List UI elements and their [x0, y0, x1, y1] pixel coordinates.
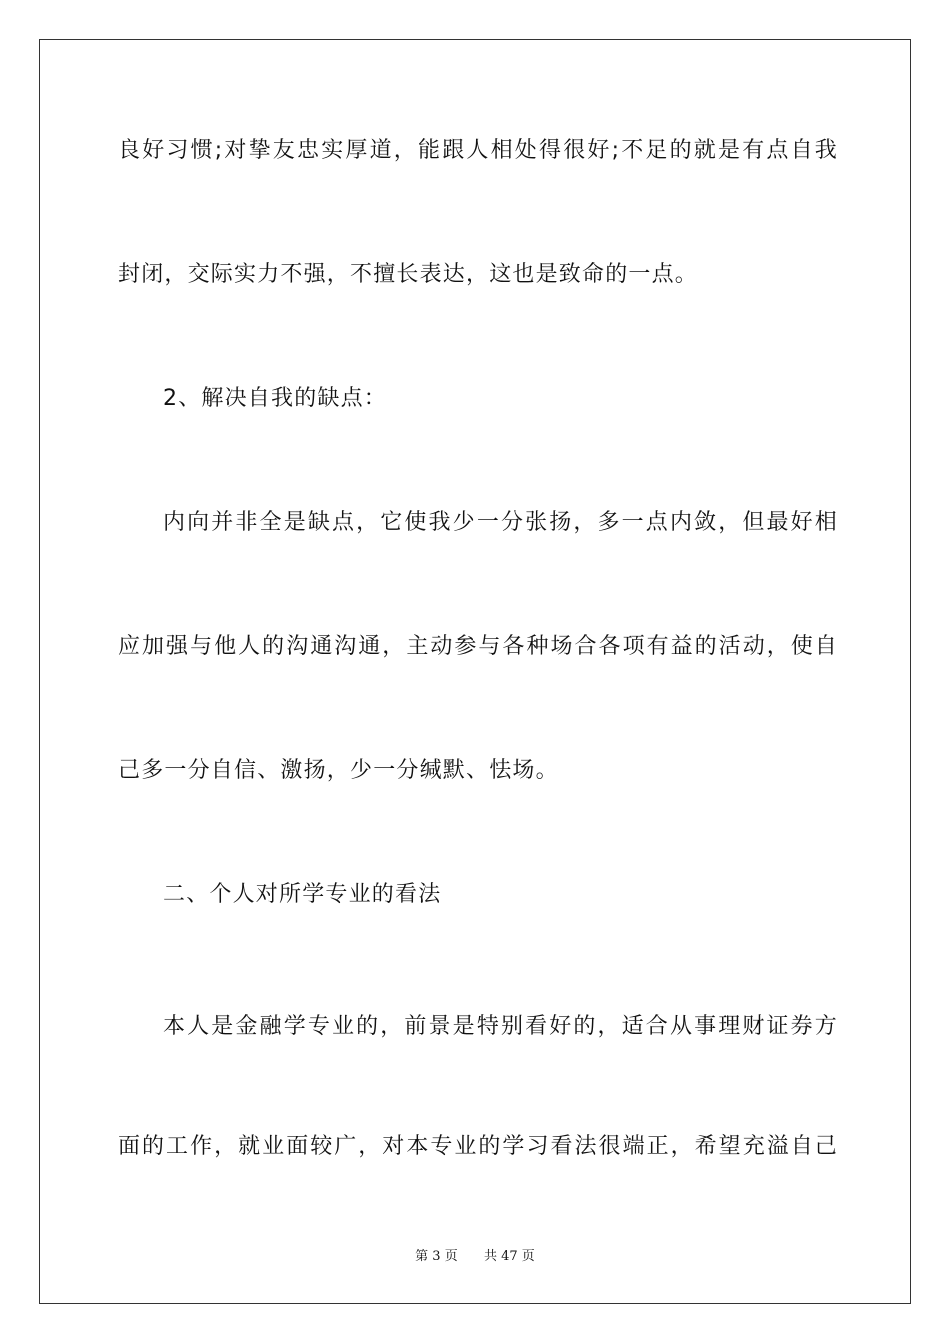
body-text-line-1: 良好习惯;对挚友忠实厚道，能跟人相处得很好;不足的就是有点自我	[118, 138, 838, 163]
page-frame	[39, 39, 911, 1304]
section-heading-2: 2、解决自我的缺点：	[163, 386, 387, 411]
page-number: 第 3 页	[415, 1249, 458, 1264]
body-text-line-6: 本人是金融学专业的，前景是特别看好的，适合从事理财证券方	[163, 1014, 838, 1039]
page-total: 共 47 页	[484, 1249, 535, 1264]
section-heading-er: 二、个人对所学专业的看法	[163, 882, 442, 907]
body-text-line-7: 面的工作，就业面较广，对本专业的学习看法很端正，希望充溢自己	[118, 1134, 838, 1159]
body-text-line-5: 己多一分自信、激扬，少一分缄默、怯场。	[118, 758, 559, 783]
body-text-line-3: 内向并非全是缺点，它使我少一分张扬，多一点内敛，但最好相	[163, 510, 838, 535]
body-text-line-2: 封闭，交际实力不强，不擅长表达，这也是致命的一点。	[118, 262, 699, 287]
body-text-line-4: 应加强与他人的沟通沟通，主动参与各种场合各项有益的活动，使自	[118, 634, 838, 659]
page-footer	[0, 1248, 950, 1266]
